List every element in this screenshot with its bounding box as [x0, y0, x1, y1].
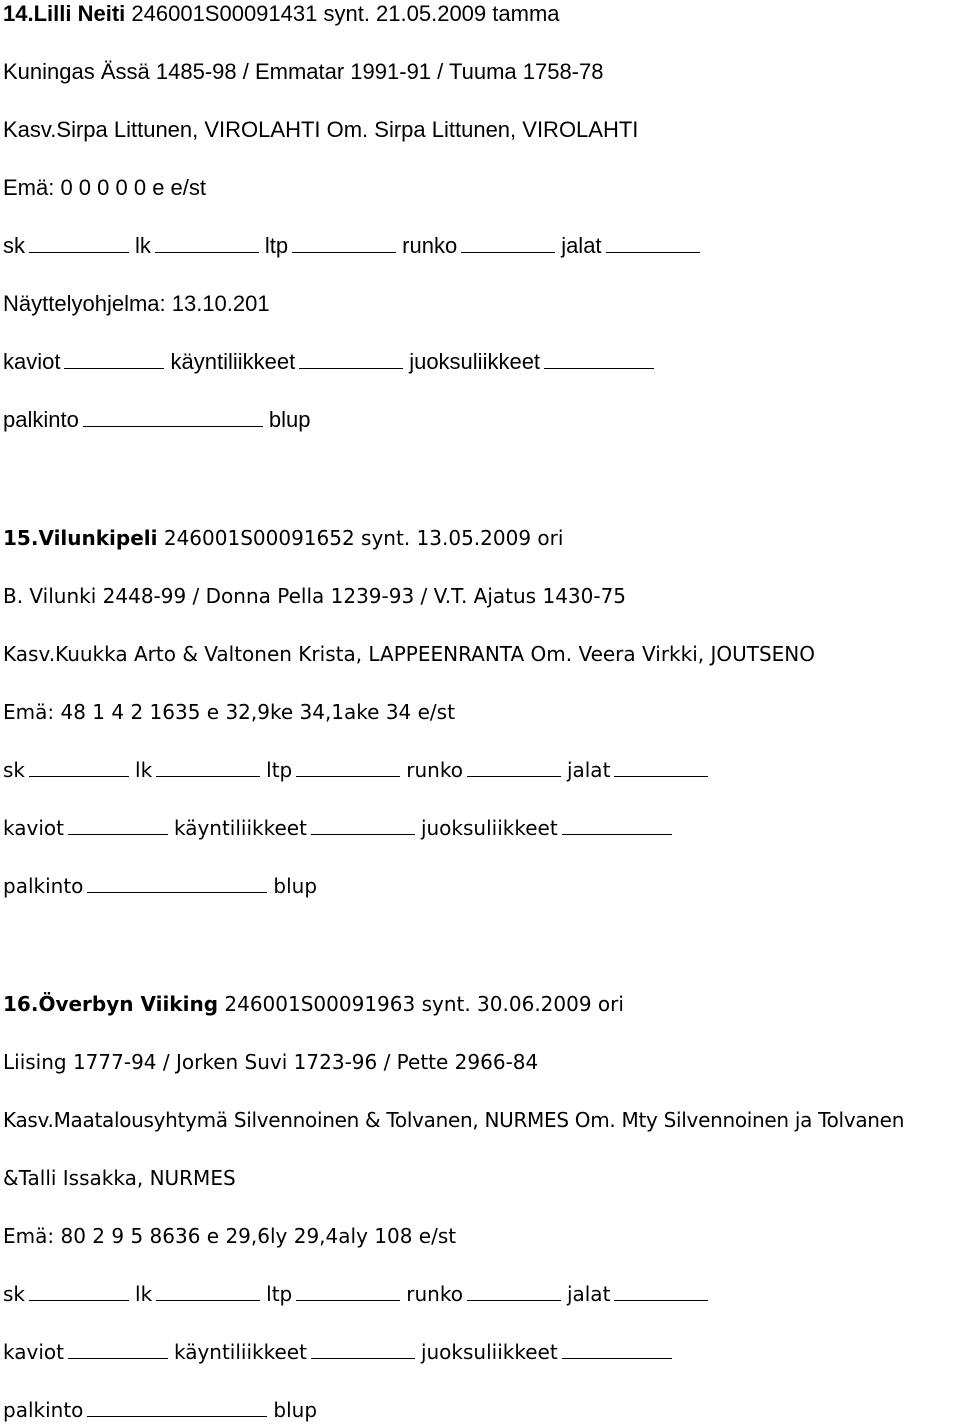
label-sk: sk: [3, 233, 25, 258]
breeder-owner: Kasv.Maatalousyhtymä Silvennoinen & Tolvanen, NURMES Om. Mty Silvennoinen ja Tolvanen: [3, 1108, 905, 1132]
label-kayntiliikkeet: käyntiliikkeet: [170, 349, 296, 374]
dam-info: Emä: 0 0 0 0 0 e e/st: [3, 175, 207, 200]
label-jalat: jalat: [566, 758, 611, 782]
entry-number: 15.: [3, 526, 39, 550]
dam-info: Emä: 80 2 9 5 8636 e 29,6ly 29,4aly 108 e/st: [3, 1224, 457, 1248]
label-jalat: jalat: [561, 233, 602, 258]
label-sk: sk: [3, 758, 26, 782]
label-runko: runko: [406, 1282, 463, 1306]
blank-kaviot[interactable]: [68, 814, 168, 835]
pedigree: Liising 1777-94 / Jorken Suvi 1723-96 / Pette 2966-84: [3, 1050, 539, 1074]
score-row-palkinto: [3, 1396, 317, 1424]
entry-15-header: [3, 524, 563, 552]
registration-info: 246001S00091963 synt. 30.06.2009 ori: [218, 992, 624, 1016]
breeder-owner: Kasv.Sirpa Littunen, VIROLAHTI Om. Sirpa Littunen, VIROLAHTI: [3, 117, 639, 142]
label-blup: blup: [273, 1398, 318, 1422]
label-kaviot: kaviot: [3, 1340, 64, 1364]
breeder-owner: Kasv.Kuukka Arto & Valtonen Krista, LAPPEENRANTA Om. Veera Virkki, JOUTSENO: [3, 642, 816, 666]
blank-runko[interactable]: [467, 1280, 561, 1301]
blank-ltp[interactable]: [292, 232, 396, 253]
label-blup: blup: [273, 874, 318, 898]
label-lk: lk: [135, 1282, 153, 1306]
score-row-sk: [3, 232, 706, 260]
show-schedule: Näyttelyohjelma: 13.10.201: [3, 291, 270, 316]
entry-16-title: [3, 992, 218, 1016]
label-palkinto: palkinto: [3, 874, 84, 898]
label-palkinto: palkinto: [3, 407, 79, 432]
blank-runko[interactable]: [467, 756, 561, 777]
label-kaviot: kaviot: [3, 349, 61, 374]
label-kaviot: kaviot: [3, 816, 64, 840]
label-sk: sk: [3, 1282, 26, 1306]
blank-juoksuliikkeet[interactable]: [562, 1338, 672, 1359]
blank-ltp[interactable]: [296, 1280, 400, 1301]
entry-15-title: [3, 526, 158, 550]
breeder-owner-continued: &Talli Issakka, NURMES: [3, 1166, 236, 1190]
label-kayntiliikkeet: käyntiliikkeet: [173, 1340, 307, 1364]
blank-jalat[interactable]: [614, 756, 708, 777]
label-blup: blup: [268, 407, 311, 432]
label-ltp: ltp: [264, 233, 289, 258]
horse-name: Vilunkipeli: [38, 526, 158, 550]
label-juoksuliikkeet: juoksuliikkeet: [420, 816, 558, 840]
registration-info: 246001S00091431 synt. 21.05.2009 tamma: [125, 1, 560, 26]
blank-jalat[interactable]: [614, 1280, 708, 1301]
blank-sk[interactable]: [29, 1280, 129, 1301]
score-row-kaviot: [3, 1338, 678, 1366]
label-lk: lk: [135, 758, 153, 782]
label-juoksuliikkeet: juoksuliikkeet: [409, 349, 541, 374]
blank-palkinto[interactable]: [87, 1396, 267, 1417]
score-row-kaviot: [3, 348, 660, 376]
entry-16-header: [3, 990, 624, 1018]
horse-name: Lilli Neiti: [33, 1, 126, 26]
pedigree: B. Vilunki 2448-99 / Donna Pella 1239-93 / V.T. Ajatus 1430-75: [3, 584, 627, 608]
entry-number: 16.: [3, 992, 39, 1016]
blank-sk[interactable]: [29, 756, 129, 777]
label-jalat: jalat: [566, 1282, 611, 1306]
blank-ltp[interactable]: [296, 756, 400, 777]
blank-lk[interactable]: [156, 1280, 260, 1301]
label-runko: runko: [402, 233, 458, 258]
label-juoksuliikkeet: juoksuliikkeet: [420, 1340, 558, 1364]
pedigree: Kuningas Ässä 1485-98 / Emmatar 1991-91 / Tuuma 1758-78: [3, 59, 604, 84]
label-palkinto: palkinto: [3, 1398, 84, 1422]
score-row-palkinto: [3, 406, 310, 434]
blank-juoksuliikkeet[interactable]: [544, 348, 654, 369]
blank-sk[interactable]: [29, 232, 129, 253]
dam-info: Emä: 48 1 4 2 1635 e 32,9ke 34,1ake 34 e/st: [3, 700, 455, 724]
entry-14-header: [3, 0, 560, 28]
label-ltp: ltp: [266, 1282, 293, 1306]
entry-number: 14.: [3, 1, 34, 26]
blank-kayntiliikkeet[interactable]: [299, 348, 403, 369]
score-row-palkinto: [3, 872, 317, 900]
label-lk: lk: [135, 233, 151, 258]
entry-14-title: [3, 1, 125, 26]
blank-juoksuliikkeet[interactable]: [562, 814, 672, 835]
blank-runko[interactable]: [461, 232, 555, 253]
horse-name: Överbyn Viiking: [38, 992, 219, 1016]
score-row-kaviot: [3, 814, 678, 842]
label-runko: runko: [406, 758, 463, 782]
blank-lk[interactable]: [156, 756, 260, 777]
blank-lk[interactable]: [155, 232, 259, 253]
blank-kayntiliikkeet[interactable]: [311, 814, 415, 835]
label-kayntiliikkeet: käyntiliikkeet: [173, 816, 307, 840]
score-row-sk: [3, 1280, 714, 1308]
blank-palkinto[interactable]: [87, 872, 267, 893]
label-ltp: ltp: [266, 758, 293, 782]
score-row-sk: [3, 756, 714, 784]
blank-kaviot[interactable]: [68, 1338, 168, 1359]
registration-info: 246001S00091652 synt. 13.05.2009 ori: [157, 526, 564, 550]
blank-kayntiliikkeet[interactable]: [311, 1338, 415, 1359]
blank-jalat[interactable]: [606, 232, 700, 253]
blank-palkinto[interactable]: [83, 406, 263, 427]
blank-kaviot[interactable]: [64, 348, 164, 369]
